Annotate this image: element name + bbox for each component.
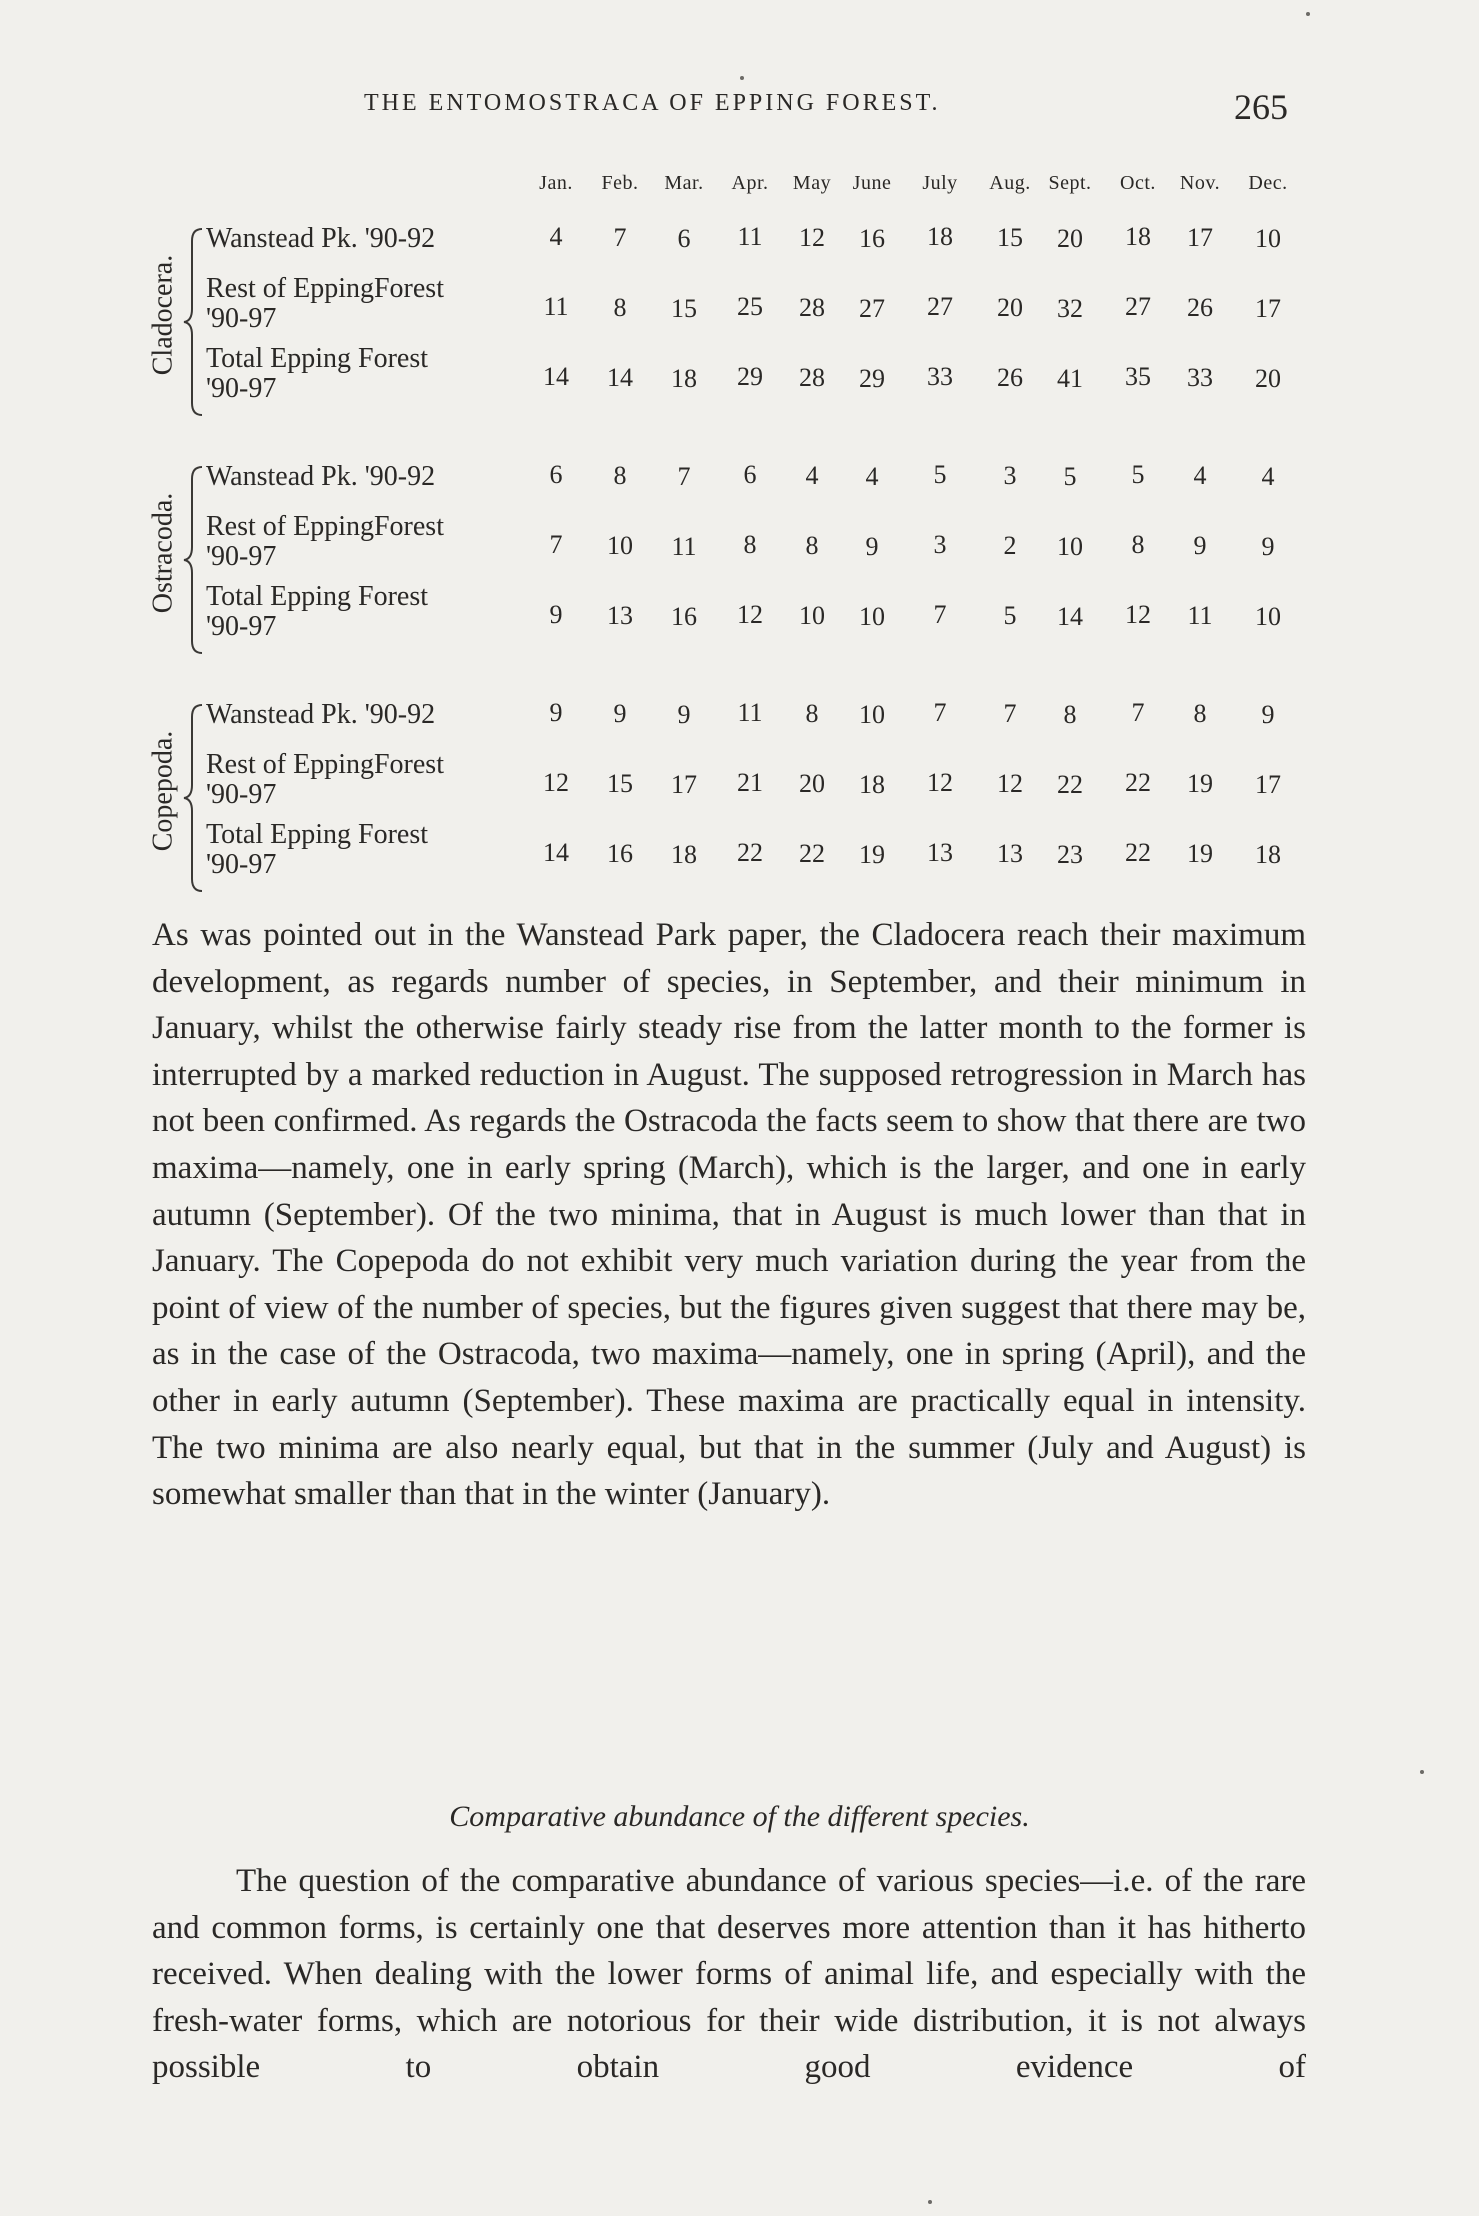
table-cell-value: 4 [549, 222, 563, 251]
month-label: Jan. [539, 172, 573, 194]
group-name: Copepoda. [147, 730, 178, 852]
table-cell-value: 15 [671, 294, 697, 323]
table-cell-value: 8 [805, 531, 819, 560]
table-cell-value: 28 [799, 363, 825, 392]
table-group [0, 215, 1479, 415]
table-cell-value: 6 [743, 460, 757, 489]
paragraph-comparative-abundance [152, 1858, 1306, 2091]
table-cell-value: 5 [1063, 462, 1077, 491]
table-cell-value: 5 [1003, 601, 1017, 630]
table-cell-value: 9 [677, 700, 691, 729]
table-cell-value: 8 [613, 293, 627, 322]
table-cell-value: 21 [737, 768, 763, 797]
table-cell-value: 17 [1187, 223, 1213, 252]
table-group [0, 691, 1479, 891]
group-name: Cladocera. [147, 254, 178, 376]
paper-speck [740, 76, 744, 80]
table-cell-value: 7 [1131, 698, 1145, 727]
table-cell-value: 14 [543, 362, 569, 391]
table-cell-value: 20 [1057, 224, 1083, 253]
table-cell-value: 13 [607, 601, 633, 630]
table-cell-value: 18 [859, 770, 885, 799]
table-cell-value: 7 [549, 530, 563, 559]
table-cell-value: 4 [1193, 461, 1207, 490]
table-cell-value: 3 [1003, 461, 1017, 490]
table-cell-value: 9 [865, 532, 879, 561]
table-cell-value: 12 [799, 223, 825, 252]
row-label: Wanstead Pk. '90-92 [206, 699, 436, 730]
row-label: Total Epping Forest [206, 819, 429, 850]
month-label: June [852, 172, 892, 194]
row-label: Total Epping Forest [206, 343, 429, 374]
table-cell-value: 17 [671, 770, 697, 799]
table-cell-value: 8 [613, 461, 627, 490]
month-header-row [0, 172, 1479, 202]
table-cell-value: 18 [927, 222, 953, 251]
table-cell-value: 3 [933, 530, 947, 559]
table-cell-value: 14 [543, 838, 569, 867]
table-cell-value: 20 [997, 293, 1023, 322]
month-label: May [792, 172, 832, 194]
month-label: Apr. [731, 172, 769, 194]
table-cell-value: 16 [859, 224, 885, 253]
group-name: Ostracoda. [147, 492, 179, 614]
table-cell-value: 11 [671, 532, 697, 561]
table-cell-value: 12 [543, 768, 569, 797]
table-cell-value: 9 [1261, 532, 1275, 561]
table-cell-value: 8 [1131, 530, 1145, 559]
table-cell-value: 11 [1187, 601, 1213, 630]
table-cell-value: 19 [1187, 839, 1213, 868]
table-cell-value: 8 [805, 699, 819, 728]
month-label: Dec. [1248, 172, 1288, 194]
row-label: Rest of EppingForest [206, 273, 444, 304]
table-cell-value: 35 [1125, 362, 1151, 391]
table-cell-value: 11 [737, 698, 763, 727]
row-label: '90-97 [206, 611, 277, 642]
table-cell-value: 7 [677, 462, 691, 491]
curly-brace [182, 227, 206, 417]
table-group [0, 453, 1479, 653]
running-title: THE ENTOMOSTRACA OF EPPING FOREST. [364, 90, 941, 116]
table-cell-value: 22 [737, 838, 763, 867]
table-cell-value: 22 [1125, 838, 1151, 867]
table-cell-value: 28 [799, 293, 825, 322]
table-cell-value: 15 [997, 223, 1023, 252]
table-cell-value: 7 [613, 223, 627, 252]
month-label: July [922, 172, 958, 194]
table-cell-value: 10 [859, 602, 885, 631]
paper-speck [1306, 12, 1310, 16]
table-cell-value: 12 [737, 600, 763, 629]
table-cell-value: 7 [1003, 699, 1017, 728]
table-cell-value: 9 [613, 699, 627, 728]
table-cell-value: 22 [799, 839, 825, 868]
group-label [140, 453, 186, 653]
table-cell-value: 22 [1057, 770, 1083, 799]
table-cell-value: 33 [927, 362, 953, 391]
table-cell-value: 10 [1255, 602, 1281, 631]
table-cell-value: 26 [1187, 293, 1213, 322]
table-cell-value: 7 [933, 698, 947, 727]
table-cell-value: 22 [1125, 768, 1151, 797]
table-cell-value: 16 [607, 839, 633, 868]
row-label: '90-97 [206, 373, 277, 404]
table-cell-value: 13 [997, 839, 1023, 868]
table-cell-value: 7 [933, 600, 947, 629]
row-label: '90-97 [206, 303, 277, 334]
table-cell-value: 16 [671, 602, 697, 631]
month-label: Mar. [664, 172, 704, 194]
table-cell-value: 32 [1057, 294, 1083, 323]
table-cell-value: 11 [543, 292, 569, 321]
table-cell-value: 12 [927, 768, 953, 797]
group-label [140, 691, 186, 891]
table-cell-value: 27 [1125, 292, 1151, 321]
table-cell-value: 10 [1057, 532, 1083, 561]
table-cell-value: 8 [1193, 699, 1207, 728]
group-label [140, 215, 186, 415]
table-cell-value: 6 [549, 460, 563, 489]
table-cell-value: 17 [1255, 770, 1281, 799]
table-cell-value: 10 [1255, 224, 1281, 253]
row-label: Total Epping Forest [206, 581, 429, 612]
table-cell-value: 25 [737, 292, 763, 321]
month-label: Aug. [989, 172, 1031, 194]
section-heading: Comparative abundance of the different species. [449, 1800, 1030, 1833]
table-cell-value: 14 [607, 363, 633, 392]
table-cell-value: 9 [1261, 700, 1275, 729]
table-cell-value: 9 [1193, 531, 1207, 560]
table-cell-value: 15 [607, 769, 633, 798]
table-cell-value: 33 [1187, 363, 1213, 392]
table-cell-value: 10 [799, 601, 825, 630]
table-cell-value: 9 [549, 698, 563, 727]
row-label: '90-97 [206, 541, 277, 572]
table-cell-value: 29 [737, 362, 763, 391]
row-label: Rest of EppingForest [206, 749, 444, 780]
curly-brace [182, 465, 206, 655]
row-label: '90-97 [206, 779, 277, 810]
table-cell-value: 12 [1125, 600, 1151, 629]
table-cell-value: 18 [671, 840, 697, 869]
table-cell-value: 8 [1063, 700, 1077, 729]
table-cell-value: 9 [549, 600, 563, 629]
table-cell-value: 6 [677, 224, 691, 253]
month-label: Feb. [601, 172, 639, 194]
row-label: Wanstead Pk. '90-92 [206, 223, 436, 254]
month-label: Nov. [1179, 172, 1221, 194]
table-cell-value: 19 [859, 840, 885, 869]
paragraph-text: The question of the comparative abundance of various species—i.e. of the rare and common forms, is certainly one that deserves more attention than it has hitherto received. When dealing with the lower forms of animal life, and especially with the fresh-water forms, which are notorious for their wide distribution, it is not always possible to obtain good evidence of [152, 1863, 1306, 2086]
month-label: Sept. [1048, 172, 1092, 194]
table-cell-value: 19 [1187, 769, 1213, 798]
table-cell-value: 10 [607, 531, 633, 560]
table-cell-value: 41 [1057, 364, 1083, 393]
table-cell-value: 12 [997, 769, 1023, 798]
table-cell-value: 11 [737, 222, 763, 251]
table-cell-value: 18 [1255, 840, 1281, 869]
table-cell-value: 29 [859, 364, 885, 393]
table-cell-value: 26 [997, 363, 1023, 392]
curly-brace [182, 703, 206, 893]
paper-speck [928, 2200, 932, 2204]
table-cell-value: 10 [859, 700, 885, 729]
table-cell-value: 5 [933, 460, 947, 489]
month-label: Oct. [1120, 172, 1156, 194]
table-cell-value: 18 [1125, 222, 1151, 251]
table-cell-value: 4 [1261, 462, 1275, 491]
table-cell-value: 14 [1057, 602, 1083, 631]
paragraph-seasonal-variation: As was pointed out in the Wanstead Park paper, the Cladocera reach their maximum development, as regards number of species, in September, and their minimum in January, whilst the otherwise fairly steady rise from the latter month to the former is interrupted by a marked reduction in August. The supposed retrogression in March has not been confirmed. As regards the Ostracoda the facts seem to show that there are two maxima—namely, one in early spring (March), which is the larger, and one in early autumn (September). Of the two minima, that in August is much lower than that in January. The Copepoda do not exhibit very much variation during the year from the point of view of the number of species, but the figures given suggest that there may be, as in the case of the Ostracoda, two maxima—namely, one in spring (April), and the other in early autumn (September). These maxima are practically equal in intensity. The two minima are also nearly equal, but that in the summer (July and August) is somewhat smaller than that in the winter (January). [152, 917, 1306, 1513]
table-cell-value: 4 [805, 461, 819, 490]
row-label: Rest of EppingForest [206, 511, 444, 542]
page-number: 265 [1234, 87, 1288, 127]
table-cell-value: 27 [859, 294, 885, 323]
table-cell-value: 17 [1255, 294, 1281, 323]
table-cell-value: 23 [1057, 840, 1083, 869]
paper-speck [1420, 1770, 1424, 1774]
table-cell-value: 5 [1131, 460, 1145, 489]
table-cell-value: 8 [743, 530, 757, 559]
row-label: Wanstead Pk. '90-92 [206, 461, 436, 492]
row-label: '90-97 [206, 849, 277, 880]
table-cell-value: 27 [927, 292, 953, 321]
table-cell-value: 20 [799, 769, 825, 798]
table-cell-value: 20 [1255, 364, 1281, 393]
table-cell-value: 4 [865, 462, 879, 491]
table-cell-value: 13 [927, 838, 953, 867]
table-cell-value: 18 [671, 364, 697, 393]
table-cell-value: 2 [1003, 531, 1017, 560]
